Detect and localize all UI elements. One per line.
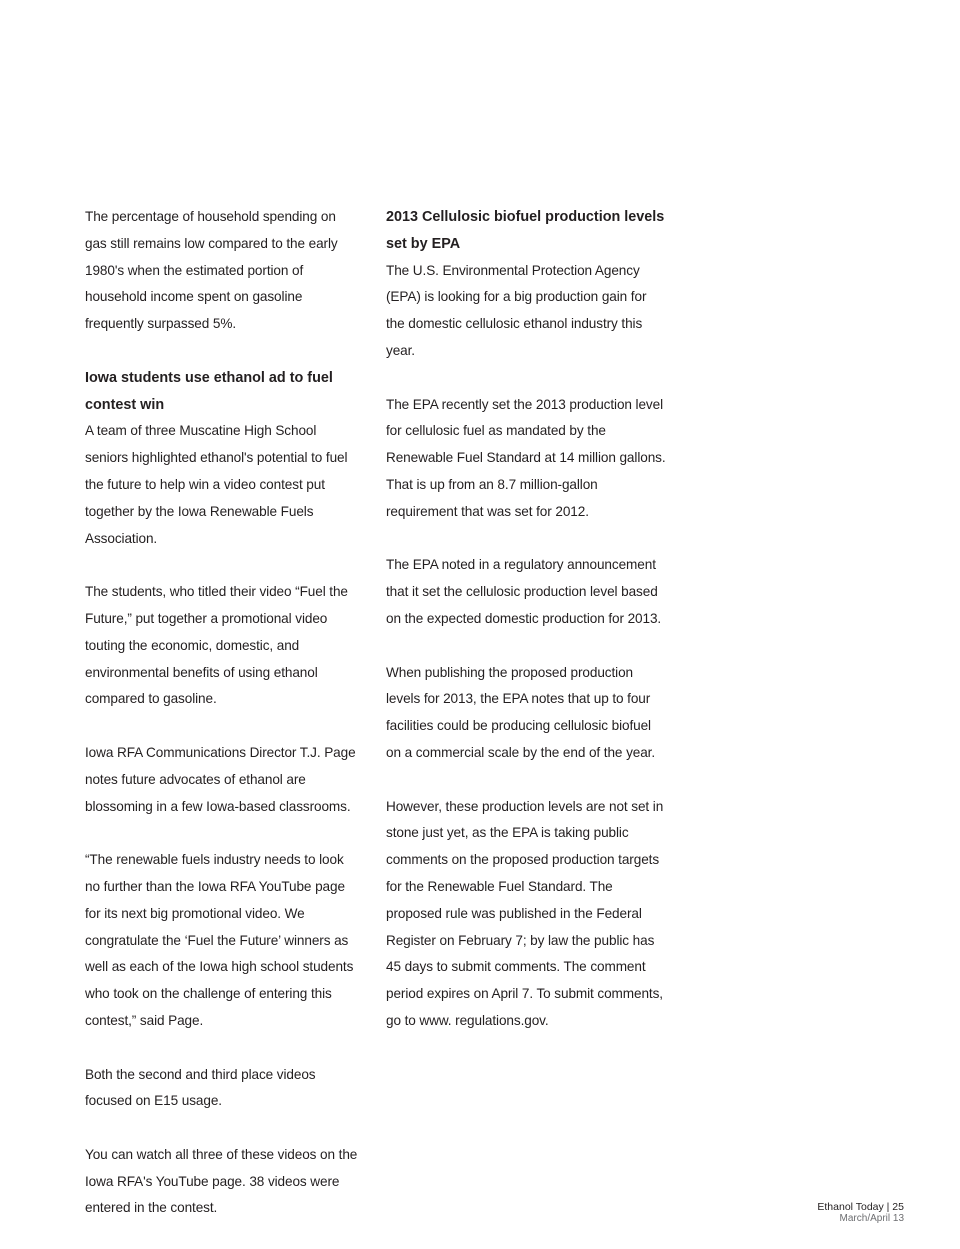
publication-page-number: Ethanol Today | 25	[817, 1201, 904, 1213]
body-paragraph: When publishing the proposed production levels for 2013, the EPA notes that up to four facilities could be producing cellulosic biofuel on a commercial scale by the end of the year.	[386, 664, 656, 760]
issue-date: March/April 13	[839, 1213, 904, 1224]
body-paragraph: Both the second and third place videos focused on E15 usage.	[85, 1066, 316, 1109]
article-heading: Iowa students use ethanol ad to fuel contest win	[85, 369, 333, 413]
body-paragraph: The EPA recently set the 2013 production level for cellulosic fuel as mandated by the Renewable Fuel Standard at 14 million gallons. That is up from an 8.7 million-gallon requirement that was set for 2012.	[386, 396, 666, 519]
right-column	[386, 204, 666, 1062]
left-column	[85, 204, 360, 1249]
body-paragraph: Iowa RFA Communications Director T.J. Page notes future advocates of ethanol are blossoming in a few Iowa-based classrooms.	[85, 744, 356, 814]
body-paragraph: The percentage of household spending on gas still remains low compared to the early 1980's when the estimated portion of household income spent on gasoline frequently surpassed 5%.	[85, 209, 338, 332]
body-paragraph: The students, who titled their video “Fuel the Future,” put together a promotional video touting the economic, domestic, and environmental benefits of using ethanol compared to gasoline.	[85, 584, 348, 707]
page-footer	[817, 1202, 904, 1224]
body-paragraph: “The renewable fuels industry needs to look no further than the Iowa RFA YouTube page for its next big promotional video. We congratulate the ‘Fuel the Future’ winners as well as each of the Iowa high school students who took on the challenge of entering this contest,” said Page.	[85, 852, 354, 1028]
article-heading: 2013 Cellulosic biofuel production levels set by EPA	[386, 209, 665, 252]
body-paragraph: However, these production levels are not set in stone just yet, as the EPA is taking public comments on the proposed production targets for the Renewable Fuel Standard. The proposed rule was published in the Federal Register on February 7; by law the public has 45 days to submit comments. The comment period expires on April 7. To submit comments, go to www. regulations.gov.	[386, 798, 664, 1028]
body-paragraph: A team of three Muscatine High School seniors highlighted ethanol's potential to fuel the future to help win a video contest put together by the Iowa Renewable Fuels Association.	[85, 423, 348, 546]
body-paragraph: The U.S. Environmental Protection Agency (EPA) is looking for a big production gain for the domestic cellulosic ethanol industry this year.	[386, 262, 647, 358]
body-paragraph: The EPA noted in a regulatory announcement that it set the cellulosic production level based on the expected domestic production for 2013.	[386, 557, 662, 626]
body-paragraph: You can watch all three of these videos on the Iowa RFA's YouTube page. 38 videos were entered in the contest.	[85, 1146, 358, 1216]
